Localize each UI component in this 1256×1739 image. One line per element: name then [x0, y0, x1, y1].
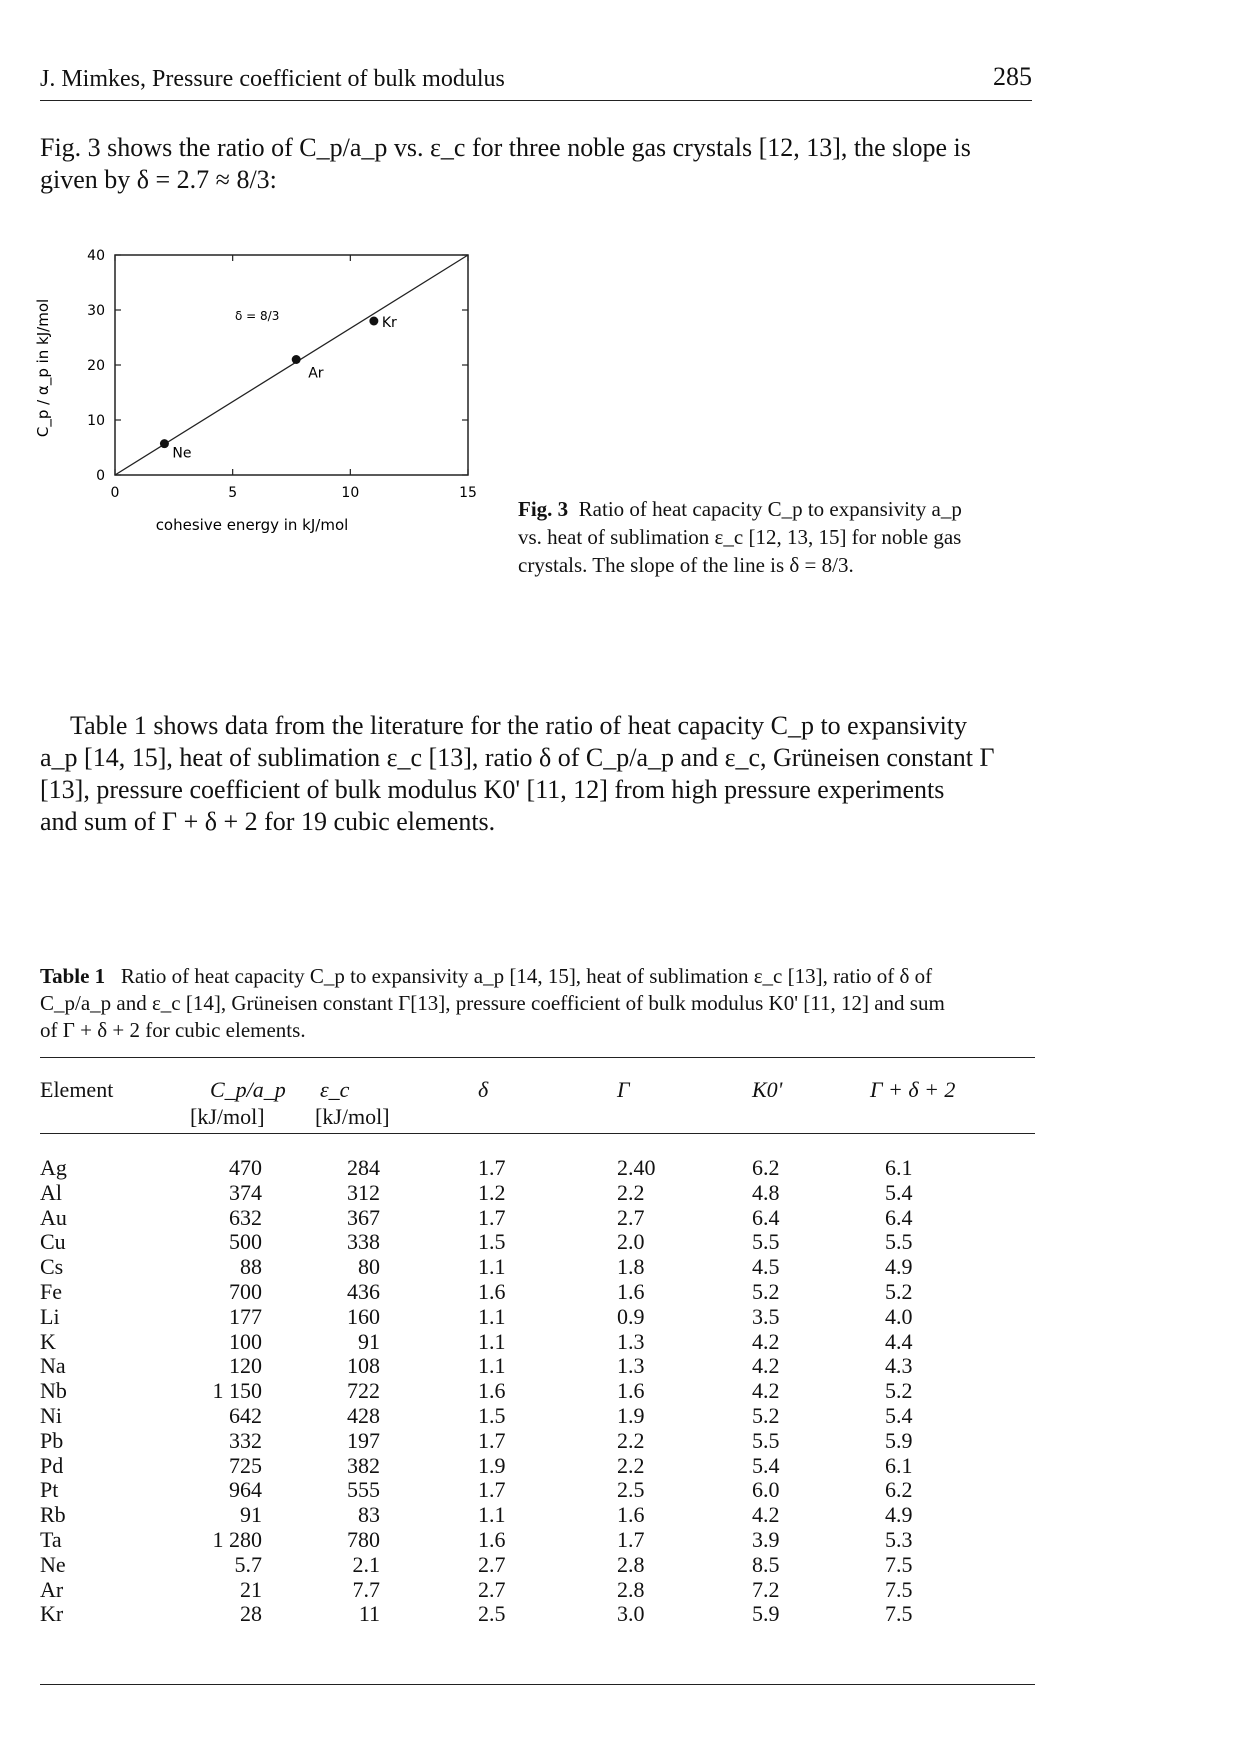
point-label-ne: Ne — [172, 445, 192, 462]
cell-element: Al — [40, 1179, 62, 1205]
cell-gamma: 2.2 — [617, 1179, 645, 1205]
cell-sum: 5.4 — [885, 1403, 913, 1428]
data-points — [160, 315, 397, 462]
cell-delta: 2.7 — [478, 1551, 506, 1577]
header-sum: Γ + δ + 2 — [870, 1077, 956, 1102]
cell-sum: 4.0 — [885, 1303, 913, 1329]
cell-gamma: 1.6 — [617, 1502, 645, 1528]
cell-sum: 4.9 — [885, 1254, 913, 1280]
table-top-rule — [40, 1057, 1035, 1058]
cell-k0: 5.9 — [752, 1601, 780, 1627]
cell-ec: 197 — [347, 1427, 380, 1453]
cell-cpap: 5.7 — [234, 1551, 262, 1577]
cell-gamma: 2.7 — [617, 1204, 645, 1230]
cell-k0: 5.2 — [752, 1403, 780, 1428]
cell-sum: 5.3 — [885, 1527, 913, 1552]
caption-line: vs. heat of sublimation ε_c [12, 13, 15] for noble gas — [518, 525, 962, 549]
cell-gamma: 2.0 — [617, 1229, 645, 1255]
cell-element: Pd — [40, 1452, 64, 1478]
paragraph-intro — [40, 132, 1032, 196]
cell-gamma: 1.9 — [617, 1403, 645, 1428]
cell-element: Fe — [40, 1279, 62, 1304]
caption-line: crystals. The slope of the line is δ = 8/3. — [518, 553, 854, 577]
paragraph-line: a_p [14, 15], heat of sublimation ε_c [13], ratio δ of C_p/a_p and ε_c, Grüneisen constant Γ — [40, 743, 995, 772]
cell-sum: 7.5 — [885, 1576, 913, 1602]
cell-sum: 5.2 — [885, 1378, 913, 1404]
cell-sum: 5.9 — [885, 1427, 913, 1453]
cell-gamma: 1.6 — [617, 1378, 645, 1404]
figure-3-chart — [30, 240, 500, 590]
cell-cpap: 632 — [229, 1204, 262, 1230]
caption-line: C_p/a_p and ε_c [14], Grüneisen constant Γ[13], pressure coefficient of bulk modulus K0' [11, 12] and sum — [40, 991, 945, 1015]
cell-cpap: 470 — [229, 1155, 262, 1180]
y-axis-label: C_p / α_p in kJ/mol — [34, 298, 52, 438]
cell-k0: 6.2 — [752, 1155, 780, 1180]
cell-sum: 6.4 — [885, 1204, 913, 1230]
cell-delta: 1.1 — [478, 1353, 506, 1379]
cell-k0: 6.4 — [752, 1204, 780, 1230]
paragraph-line: Table 1 shows data from the literature for the ratio of heat capacity C_p to expansivity — [70, 711, 968, 740]
cell-delta: 1.1 — [478, 1254, 506, 1280]
cell-element: K — [40, 1328, 56, 1354]
cell-ec: 83 — [358, 1502, 380, 1528]
cell-k0: 7.2 — [752, 1576, 780, 1602]
cell-element: Cu — [40, 1229, 66, 1255]
cell-ec: 160 — [347, 1303, 380, 1329]
cell-k0: 4.5 — [752, 1254, 780, 1280]
cell-gamma: 1.8 — [617, 1254, 645, 1280]
cell-delta: 1.7 — [478, 1204, 506, 1230]
cell-delta: 1.7 — [478, 1477, 506, 1503]
y-tick-label: 0 — [96, 468, 105, 484]
point-label-ar: Ar — [308, 365, 324, 382]
table-caption — [40, 963, 1035, 1044]
paragraph-line: Fig. 3 shows the ratio of C_p/a_p vs. ε_c for three noble gas crystals [12, 13], the slope is — [40, 133, 971, 162]
header-cpap-unit: [kJ/mol] — [190, 1104, 265, 1129]
cell-delta: 1.6 — [478, 1378, 506, 1404]
cell-element: Pt — [40, 1477, 59, 1503]
caption-line: Ratio of heat capacity C_p to expansivity a_p [14, 15], heat of sublimation ε_c [13], ratio of δ of — [120, 964, 933, 988]
cell-cpap: 1 280 — [212, 1527, 262, 1552]
header-cpap: C_p/a_p — [210, 1077, 286, 1102]
cell-ec: 428 — [347, 1403, 380, 1428]
caption-line: of Γ + δ + 2 for cubic elements. — [40, 1018, 306, 1042]
cell-sum: 4.3 — [885, 1353, 913, 1379]
cell-element: Au — [40, 1204, 67, 1230]
y-tick-label: 20 — [87, 358, 105, 374]
cell-k0: 5.5 — [752, 1229, 780, 1255]
header-gamma: Γ — [617, 1077, 630, 1102]
cell-sum: 5.2 — [885, 1279, 913, 1304]
cell-cpap: 642 — [229, 1403, 262, 1428]
cell-gamma: 0.9 — [617, 1303, 645, 1329]
cell-delta: 1.7 — [478, 1427, 506, 1453]
cell-gamma: 3.0 — [617, 1601, 645, 1627]
x-tick-label: 15 — [459, 485, 477, 501]
data-point-ne — [160, 439, 169, 448]
cell-element: Ne — [40, 1551, 66, 1577]
table-header-rule — [40, 1133, 1035, 1134]
cell-element: Ni — [40, 1403, 62, 1428]
cell-cpap: 91 — [240, 1502, 262, 1528]
cell-delta: 1.1 — [478, 1328, 506, 1354]
cell-delta: 1.9 — [478, 1452, 506, 1478]
table-label: Table 1 — [40, 964, 106, 988]
running-header — [40, 60, 1032, 101]
figure-label: Fig. 3 — [518, 497, 569, 521]
cell-gamma: 2.8 — [617, 1576, 645, 1602]
cell-cpap: 332 — [229, 1427, 262, 1453]
cell-delta: 2.7 — [478, 1576, 506, 1602]
cell-delta: 1.5 — [478, 1229, 506, 1255]
cell-sum: 6.1 — [885, 1155, 913, 1180]
cell-ec: 555 — [347, 1477, 380, 1503]
cell-gamma: 2.2 — [617, 1427, 645, 1453]
paragraph-line: [13], pressure coefficient of bulk modulus K0' [11, 12] from high pressure experiments — [40, 775, 945, 804]
data-point-kr — [369, 317, 378, 326]
cell-element: Kr — [40, 1601, 64, 1627]
cell-k0: 4.2 — [752, 1353, 780, 1379]
cell-gamma: 1.7 — [617, 1527, 645, 1552]
cell-k0: 4.2 — [752, 1328, 780, 1354]
cell-delta: 1.1 — [478, 1502, 506, 1528]
cell-ec: 11 — [358, 1601, 380, 1627]
cell-delta: 1.6 — [478, 1279, 506, 1304]
x-tick-label: 5 — [228, 485, 238, 501]
cell-element: Ta — [40, 1527, 62, 1552]
cell-cpap: 28 — [240, 1601, 262, 1627]
running-title: J. Mimkes, Pressure coefficient of bulk modulus — [40, 66, 505, 92]
paragraph-line: and sum of Γ + δ + 2 for 19 cubic elements. — [40, 807, 496, 836]
cell-gamma: 1.3 — [617, 1328, 645, 1354]
cell-delta: 1.2 — [478, 1179, 506, 1205]
cell-sum: 4.4 — [885, 1328, 913, 1354]
cell-cpap: 374 — [229, 1179, 262, 1205]
cell-ec: 338 — [347, 1229, 380, 1255]
cell-gamma: 2.2 — [617, 1452, 645, 1478]
cell-cpap: 725 — [229, 1452, 262, 1478]
cell-ec: 7.7 — [352, 1576, 380, 1602]
paragraph-table-intro — [40, 710, 1032, 838]
cell-k0: 5.5 — [752, 1427, 780, 1453]
cell-delta: 2.5 — [478, 1601, 506, 1627]
cell-cpap: 100 — [229, 1328, 262, 1354]
cell-ec: 91 — [358, 1328, 380, 1354]
cell-ec: 722 — [347, 1378, 380, 1404]
cell-delta: 1.6 — [478, 1527, 506, 1552]
header-k0: K0' — [752, 1077, 783, 1102]
cell-gamma: 1.3 — [617, 1353, 645, 1379]
y-tick-label: 40 — [87, 248, 105, 264]
cell-ec: 80 — [358, 1254, 380, 1280]
cell-element: Ar — [40, 1576, 64, 1602]
y-tick-label: 10 — [87, 413, 105, 429]
cell-ec: 2.1 — [352, 1551, 380, 1577]
cell-element: Nb — [40, 1378, 67, 1404]
cell-k0: 5.4 — [752, 1452, 780, 1478]
cell-element: Li — [40, 1303, 60, 1329]
cell-cpap: 120 — [229, 1353, 262, 1379]
cell-k0: 4.2 — [752, 1502, 780, 1528]
cell-ec: 382 — [347, 1452, 380, 1478]
cell-ec: 108 — [347, 1353, 380, 1379]
header-ec-unit: [kJ/mol] — [315, 1104, 390, 1129]
cell-cpap: 1 150 — [212, 1378, 262, 1404]
slope-annotation: δ = 8/3 — [235, 309, 280, 323]
header-ec: ε_c — [320, 1077, 350, 1102]
cell-element: Rb — [40, 1502, 66, 1528]
cell-sum: 5.4 — [885, 1179, 913, 1205]
header-element: Element — [40, 1077, 114, 1102]
cell-ec: 312 — [347, 1179, 380, 1205]
cell-sum: 7.5 — [885, 1601, 913, 1627]
cell-k0: 3.5 — [752, 1303, 780, 1329]
cell-cpap: 21 — [240, 1576, 262, 1602]
point-label-kr: Kr — [381, 315, 397, 331]
page-number: 285 — [993, 62, 1032, 91]
y-axis-ticks — [87, 248, 468, 484]
cell-element: Cs — [40, 1254, 64, 1280]
figure-caption — [518, 495, 1018, 579]
cell-cpap: 964 — [229, 1477, 262, 1503]
cell-k0: 4.8 — [752, 1179, 780, 1205]
table-bottom-rule — [40, 1684, 1035, 1685]
cell-sum: 4.9 — [885, 1502, 913, 1528]
cell-k0: 5.2 — [752, 1279, 780, 1304]
x-tick-label: 0 — [110, 485, 120, 501]
paragraph-line: given by δ = 2.7 ≈ 8/3: — [40, 165, 277, 194]
cell-element: Pb — [40, 1427, 64, 1453]
cell-ec: 436 — [347, 1279, 380, 1304]
cell-sum: 6.1 — [885, 1452, 913, 1478]
cell-gamma: 2.8 — [617, 1551, 645, 1577]
x-axis-label: cohesive energy in kJ/mol — [155, 516, 349, 534]
cell-ec: 780 — [347, 1527, 380, 1552]
cell-k0: 8.5 — [752, 1551, 780, 1577]
cell-delta: 1.1 — [478, 1303, 506, 1329]
cell-sum: 7.5 — [885, 1551, 913, 1577]
cell-delta: 1.7 — [478, 1155, 506, 1180]
cell-k0: 3.9 — [752, 1527, 780, 1552]
cell-k0: 6.0 — [752, 1477, 780, 1503]
cell-ec: 367 — [347, 1204, 380, 1230]
cell-gamma: 1.6 — [617, 1279, 645, 1304]
cell-element: Na — [40, 1353, 66, 1379]
cell-cpap: 700 — [229, 1279, 262, 1304]
cell-delta: 1.5 — [478, 1403, 506, 1428]
cell-ec: 284 — [347, 1155, 380, 1180]
y-tick-label: 30 — [87, 303, 105, 319]
cell-k0: 4.2 — [752, 1378, 780, 1404]
x-tick-label: 10 — [341, 485, 360, 501]
caption-line: Ratio of heat capacity C_p to expansivity a_p — [578, 497, 962, 521]
cell-cpap: 177 — [229, 1303, 262, 1329]
cell-sum: 5.5 — [885, 1229, 913, 1255]
cell-sum: 6.2 — [885, 1477, 913, 1503]
cell-gamma: 2.5 — [617, 1477, 645, 1503]
cell-cpap: 500 — [229, 1229, 262, 1255]
data-point-ar — [292, 355, 301, 364]
x-axis-ticks — [111, 255, 477, 501]
cell-element: Ag — [40, 1155, 67, 1180]
header-delta: δ — [478, 1077, 489, 1102]
cell-cpap: 88 — [240, 1254, 262, 1280]
cell-gamma: 2.40 — [617, 1155, 656, 1180]
